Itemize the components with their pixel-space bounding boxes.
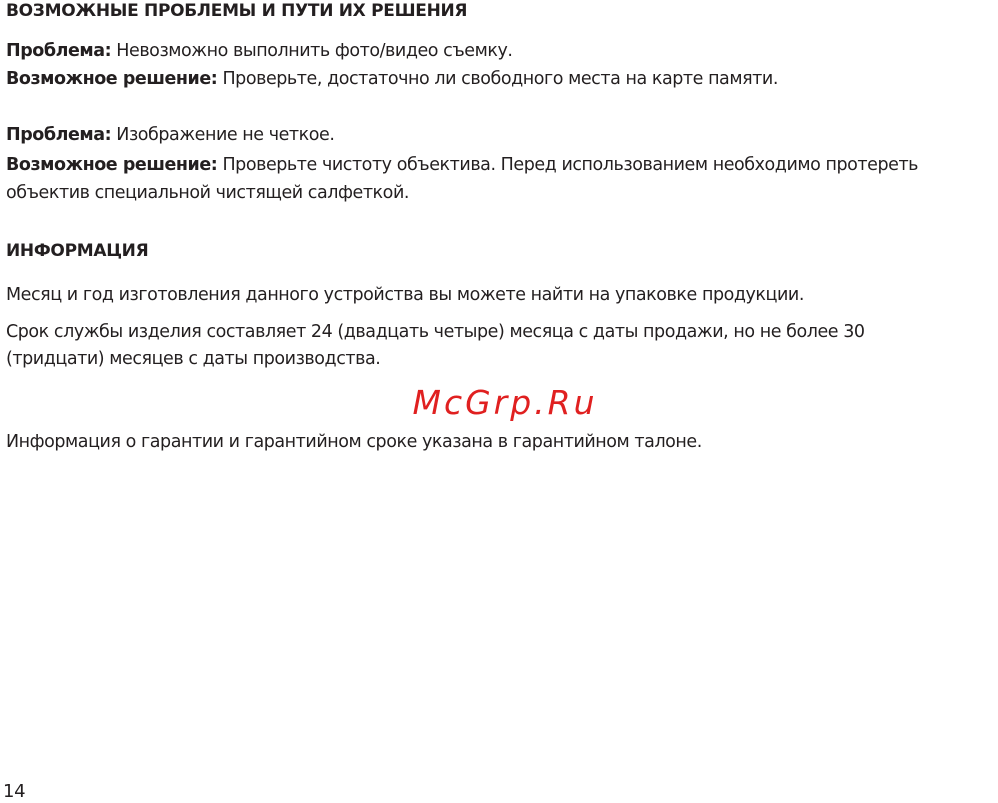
page-number: 14 bbox=[3, 781, 26, 802]
problem-label: Проблема: bbox=[6, 125, 112, 145]
problem-text: Изображение не четкое. bbox=[116, 125, 335, 145]
solution-text: Проверьте, достаточно ли свободного места на карте памяти. bbox=[222, 69, 778, 89]
info-paragraph-service-life-line-2: (тридцати) месяцев с даты производства. bbox=[6, 349, 381, 369]
problem-text: Невозможно выполнить фото/видео съемку. bbox=[116, 41, 513, 61]
solution-2-continuation: объектив специальной чистящей салфеткой. bbox=[6, 183, 409, 203]
problem-1-line bbox=[6, 38, 512, 64]
troubleshooting-heading: ВОЗМОЖНЫЕ ПРОБЛЕМЫ И ПУТИ ИХ РЕШЕНИЯ bbox=[6, 1, 468, 21]
solution-2-line bbox=[6, 152, 918, 178]
information-heading: ИНФОРМАЦИЯ bbox=[6, 241, 149, 261]
info-paragraph-manufacture-date: Месяц и год изготовления данного устройства вы можете найти на упаковке продукции. bbox=[6, 285, 804, 305]
solution-label: Возможное решение: bbox=[6, 155, 218, 175]
solution-text: Проверьте чистоту объектива. Перед использованием необходимо протереть bbox=[222, 155, 919, 175]
problem-2-line bbox=[6, 122, 334, 148]
watermark-text: McGrp.Ru bbox=[412, 383, 598, 422]
problem-label: Проблема: bbox=[6, 41, 112, 61]
info-paragraph-warranty: Информация о гарантии и гарантийном сроке указана в гарантийном талоне. bbox=[6, 432, 702, 452]
solution-label: Возможное решение: bbox=[6, 69, 218, 89]
solution-1-line bbox=[6, 66, 778, 92]
info-paragraph-service-life-line-1: Срок службы изделия составляет 24 (двадцать четыре) месяца с даты продажи, но не более 30 bbox=[6, 322, 865, 342]
